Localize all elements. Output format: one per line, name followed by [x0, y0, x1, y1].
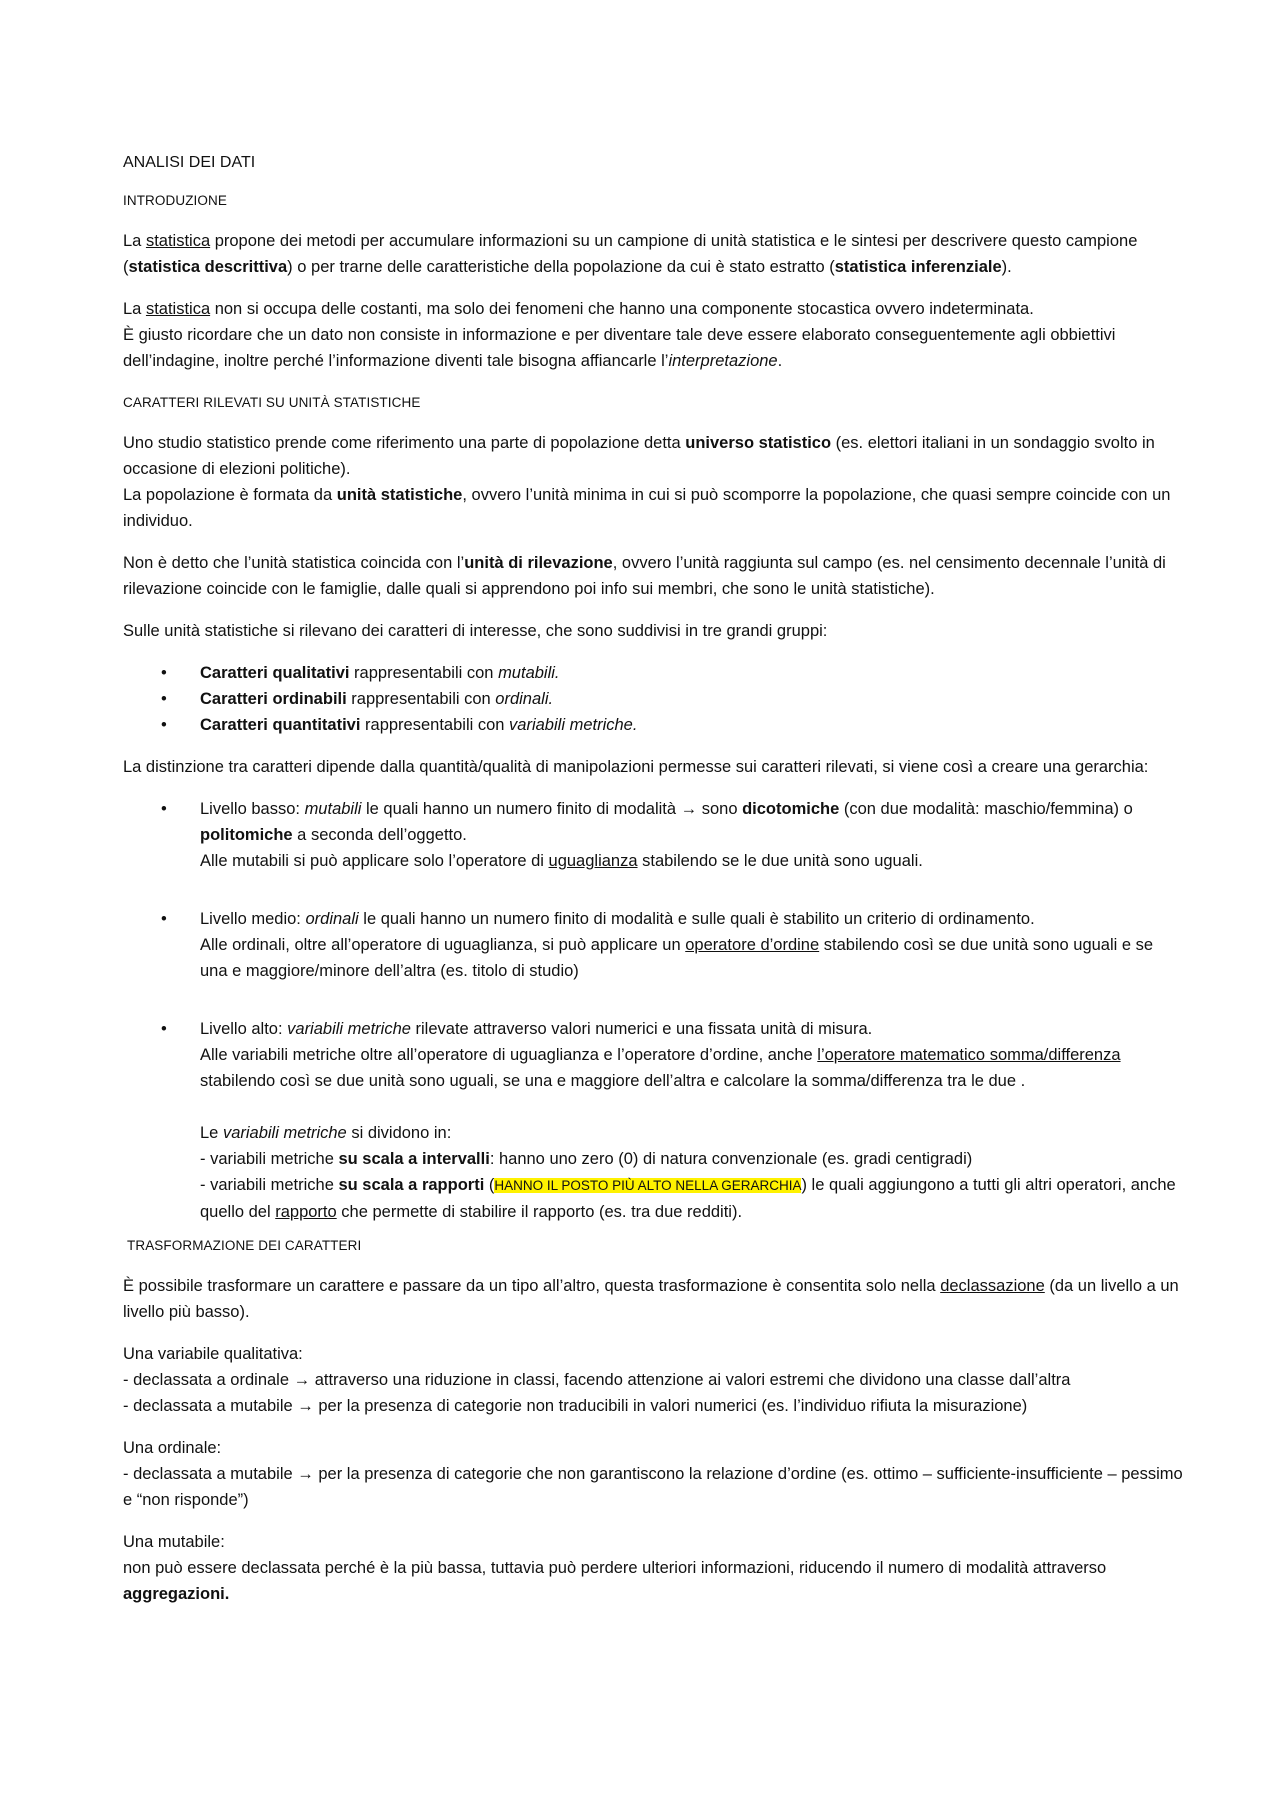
underlined-term: declassazione [940, 1277, 1045, 1295]
bold-term: unità statistiche [336, 486, 463, 504]
list-item [123, 686, 1183, 712]
bold-term: aggregazioni. [123, 1585, 230, 1603]
list-item [123, 660, 1183, 686]
bold-term: unità di rilevazione [464, 554, 613, 572]
livelli-list [123, 796, 1183, 1225]
text: - declassata a mutabile [123, 1397, 298, 1415]
text: per la presenza di categorie che non garantiscono la relazione d’ordine (es. ottimo – sufficiente-insufficiente – pessimo e “non risponde”) [123, 1465, 1183, 1509]
text: stabilendo così se due unità sono uguali, se una e maggiore dell’altra e calcolare la somma/differenza tra le due . [200, 1072, 1026, 1090]
text: Uno studio statistico prende come riferimento una parte di popolazione detta [123, 434, 686, 452]
bold-term: universo statistico [685, 434, 832, 452]
underlined-term: operatore d’ordine [685, 936, 820, 954]
italic-term: mutabili [304, 800, 362, 818]
paragraph-caratteri-2 [123, 550, 1183, 602]
text: - variabili metriche [200, 1176, 339, 1194]
italic-term: interpretazione [668, 352, 778, 370]
section-heading-trasformazione: TRASFORMAZIONE DEI CARATTERI [127, 1238, 362, 1253]
text: , ovvero l’unità raggiunta sul campo (es. nel censimento decennale l’unità di rilevazione coincide con le famiglie, dalle quali si apprendono poi info sui membri, che sono le unità statistiche). [123, 554, 1166, 598]
highlighted-text: HANNO IL POSTO PIÙ ALTO NELLA GERARCHIA [494, 1178, 802, 1193]
bold-term: Caratteri qualitativi [200, 664, 350, 682]
bold-term: statistica inferenziale [834, 258, 1002, 276]
underlined-term: statistica [145, 300, 211, 318]
text: Alle mutabili si può applicare solo l’operatore di [200, 852, 549, 870]
caratteri-list [123, 660, 1183, 738]
text: rilevate attraverso valori numerici e una fissata unità di misura. [410, 1020, 873, 1038]
paragraph-caratteri-4: La distinzione tra caratteri dipende dalla quantità/qualità di manipolazioni permesse sui caratteri rilevati, si viene così a creare una gerarchia: [123, 758, 1149, 776]
text: propone dei metodi per accumulare informazioni su un campione di unità statistica e le sintesi per descrivere questo campione ( [123, 232, 1138, 276]
paragraph-intro-2 [123, 296, 1183, 374]
text: Una ordinale: [123, 1439, 222, 1457]
paragraph-caratteri-3: Sulle unità statistiche si rilevano dei caratteri di interesse, che sono suddivisi in tre grandi gruppi: [123, 622, 828, 640]
paragraph-caratteri-1 [123, 430, 1183, 534]
text: stabilendo se le due unità sono uguali. [637, 852, 923, 870]
text: La popolazione è formata da [123, 486, 337, 504]
bold-term: Caratteri quantitativi [200, 716, 361, 734]
text: per la presenza di categorie non traducibili in valori numerici (es. l’individuo rifiuta la misurazione) [313, 1397, 1028, 1415]
text: : hanno uno zero (0) di natura convenzionale (es. gradi centigradi) [489, 1150, 973, 1168]
text: ( [484, 1176, 495, 1194]
text: Una mutabile: [123, 1533, 225, 1551]
text: (es. elettori italiani in un sondaggio svolto in occasione di elezioni politiche). [123, 434, 1155, 478]
arrow-right-icon: → [297, 1397, 314, 1415]
text: Non è detto che l’unità statistica coincida con l’ [123, 554, 465, 572]
bold-term: politomiche [200, 826, 293, 844]
text: - declassata a mutabile [123, 1465, 298, 1483]
text: Le [200, 1124, 223, 1142]
text: È possibile trasformare un carattere e passare da un tipo all’altro, questa trasformazione è consentita solo nella [123, 1277, 941, 1295]
paragraph-variabile-qualitativa [123, 1341, 1183, 1419]
paragraph-intro-1 [123, 228, 1183, 280]
text: le quali hanno un numero finito di modalità e sulle quali è stabilito un criterio di ordinamento. [358, 910, 1035, 928]
document-title: ANALISI DEI DATI [123, 154, 256, 171]
list-item [123, 712, 1183, 738]
text: rappresentabili con [349, 664, 499, 682]
text: sono [697, 800, 743, 818]
text: Alle ordinali, oltre all’operatore di uguaglianza, si può applicare un [200, 936, 686, 954]
text: (da un livello a un livello più basso). [123, 1277, 1179, 1321]
section-heading-introduzione: INTRODUZIONE [123, 193, 227, 208]
bold-term: statistica descrittiva [128, 258, 288, 276]
text: Alle variabili metriche oltre all’operatore di uguaglianza e l’operatore d’ordine, anche [200, 1046, 818, 1064]
italic-term: ordinali. [495, 690, 554, 708]
text: le quali hanno un numero finito di modalità [361, 800, 681, 818]
bold-term: dicotomiche [742, 800, 840, 818]
list-item-livello-alto [123, 1016, 1183, 1225]
text: rappresentabili con [360, 716, 510, 734]
section-heading-caratteri: CARATTERI RILEVATI SU UNITÀ STATISTICHE [123, 395, 421, 410]
paragraph-mutabile [123, 1529, 1183, 1607]
underlined-term: statistica [145, 232, 211, 250]
text: che permette di stabilire il rapporto (es. tra due redditi). [336, 1203, 743, 1221]
text: si dividono in: [346, 1124, 452, 1142]
italic-term: ordinali [305, 910, 359, 928]
text: La [123, 232, 146, 250]
sub-block-variabili-metriche [200, 1120, 1183, 1225]
text: Livello basso: [200, 800, 305, 818]
text: Una variabile qualitativa: [123, 1345, 303, 1363]
text: (con due modalità: maschio/femmina) o [839, 800, 1133, 818]
list-item-livello-medio [123, 906, 1183, 984]
text: non può essere declassata perché è la più bassa, tuttavia può perdere ulteriori informazioni, riducendo il numero di modalità attraverso [123, 1559, 1107, 1577]
italic-term: variabili metriche [222, 1124, 347, 1142]
arrow-right-icon: → [297, 1465, 314, 1483]
text: - declassata a ordinale [123, 1371, 294, 1389]
text: La [123, 300, 146, 318]
text: Livello medio: [200, 910, 306, 928]
text: ) o per trarne delle caratteristiche della popolazione da cui è stato estratto ( [287, 258, 835, 276]
paragraph-trasformazione-1 [123, 1273, 1183, 1325]
bold-term: Caratteri ordinabili [200, 690, 347, 708]
bold-term: su scala a intervalli [338, 1150, 490, 1168]
list-item-livello-basso [123, 796, 1183, 874]
text: non si occupa delle costanti, ma solo dei fenomeni che hanno una componente stocastica ovvero indeterminata. [210, 300, 1034, 318]
arrow-right-icon: → [680, 800, 698, 818]
underlined-term: l’operatore matematico somma/differenza [817, 1046, 1121, 1064]
bold-term: su scala a rapporti [338, 1176, 485, 1194]
text: rappresentabili con [346, 690, 496, 708]
arrow-right-icon: → [293, 1371, 311, 1389]
paragraph-ordinale [123, 1435, 1183, 1513]
text: ) le quali aggiungono a tutti gli altri operatori, anche quello del [200, 1176, 1176, 1221]
italic-term: variabili metriche. [509, 716, 638, 734]
text: , ovvero l’unità minima in cui si può scomporre la popolazione, che quasi sempre coincide con un individuo. [123, 486, 1171, 530]
document-page [123, 150, 1183, 1623]
text: stabilendo così se due unità sono uguali e se una e maggiore/minore dell’altra (es. titolo di studio) [200, 936, 1154, 980]
italic-term: variabili metriche [287, 1020, 411, 1038]
text: . [777, 352, 783, 370]
text: ). [1001, 258, 1012, 276]
text: Livello alto: [200, 1020, 288, 1038]
text: attraverso una riduzione in classi, facendo attenzione ai valori estremi che dividono una classe dall’altra [310, 1371, 1071, 1389]
text: a seconda dell’oggetto. [292, 826, 467, 844]
text: - variabili metriche [200, 1150, 339, 1168]
italic-term: mutabili. [498, 664, 560, 682]
underlined-term: rapporto [275, 1203, 337, 1221]
text: È giusto ricordare che un dato non consiste in informazione e per diventare tale deve essere elaborato conseguentemente agli obbiettivi dell’indagine, inoltre perché l’informazione diventi tale bisogna affiancarle l’ [123, 326, 1116, 370]
underlined-term: uguaglianza [548, 852, 638, 870]
